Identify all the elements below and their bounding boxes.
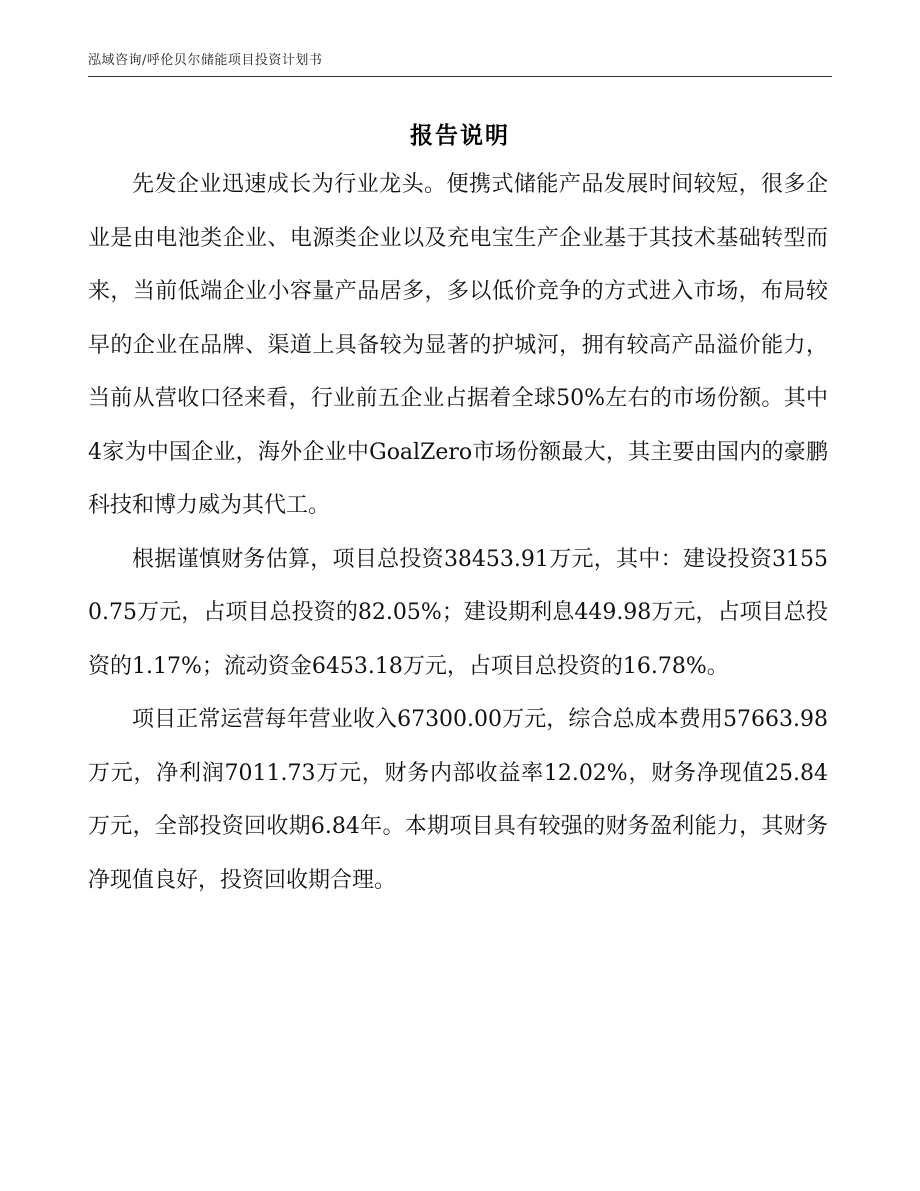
page-header: 泓域咨询/呼伦贝尔储能项目投资计划书 (88, 53, 323, 68)
paragraph-financial-returns: 项目正常运营每年营业收入67300.00万元，综合总成本费用57663.98万元，净利润7011.73万元，财务内部收益率12.02%，财务净现值25.84万元，全部投资回收期6.84年。本期项目具有较强的财务盈利能力，其财务净现值良好，投资回收期合理。 (88, 707, 828, 893)
document-body (88, 158, 828, 907)
page-title: 报告说明 (410, 122, 510, 149)
paragraph-investment-estimate: 根据谨慎财务估算，项目总投资38453.91万元，其中：建设投资31550.75万元，占项目总投资的82.05%；建设期利息449.98万元，占项目总投资的1.17%；流动资金6453.18万元，占项目总投资的16.78%。 (88, 546, 828, 679)
paragraph-market-overview: 先发企业迅速成长为行业龙头。便携式储能产品发展时间较短，很多企业是由电池类企业、电源类企业以及充电宝生产企业基于其技术基础转型而来，当前低端企业小容量产品居多，多以低价竞争的方式进入市场，布局较早的企业在品牌、渠道上具备较为显著的护城河，拥有较高产品溢价能力，当前从营收口径来看，行业前五企业占据着全球50%左右的市场份额。其中4家为中国企业，海外企业中GoalZero市场份额最大，其主要由国内的豪鹏科技和博力威为其代工。 (88, 172, 828, 518)
header-divider (88, 76, 832, 77)
